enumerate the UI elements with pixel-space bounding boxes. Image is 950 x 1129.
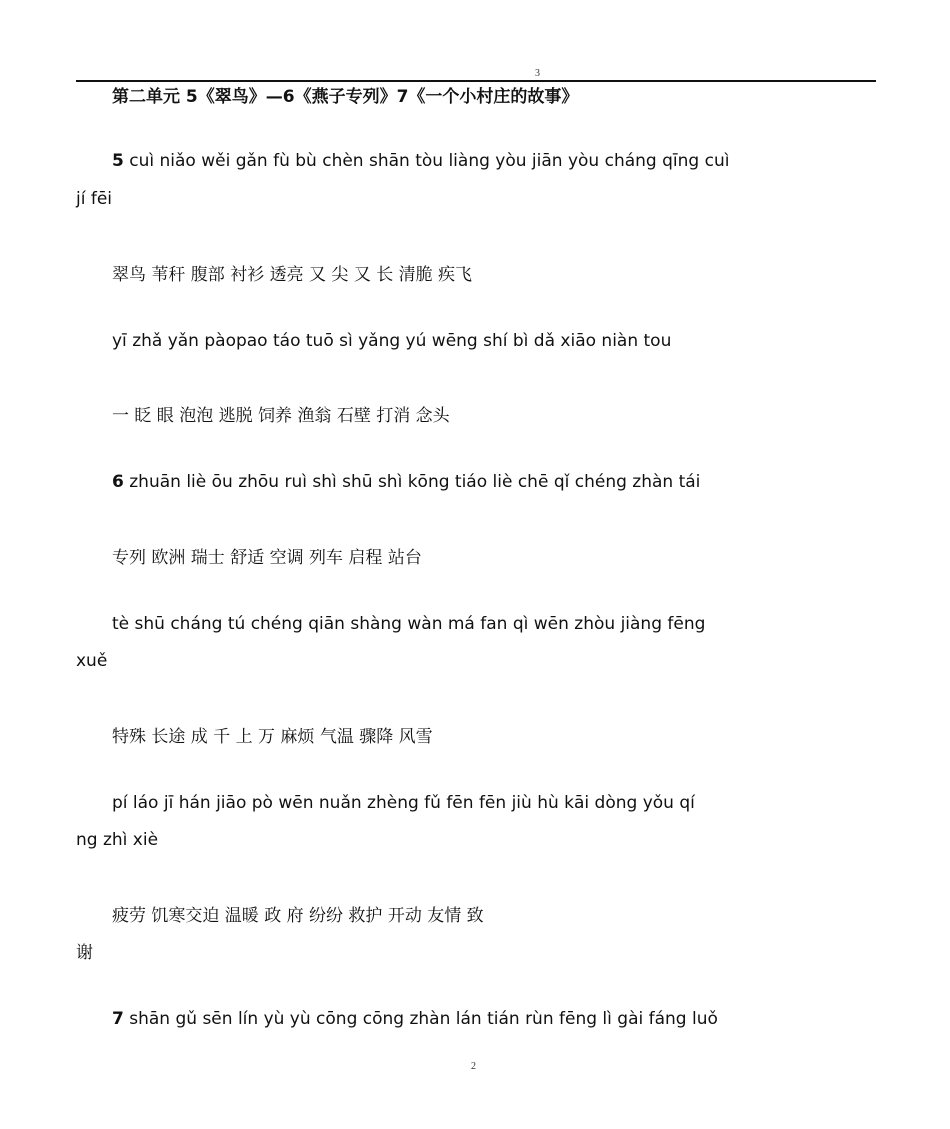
lesson6-pinyin-line-3: pí láo jī hán jiāo pò wēn nuǎn zhèng fǔ fēn fēn jiù hù kāi dòng yǒu qí <box>112 793 695 813</box>
page-number-top: 3 <box>535 68 540 79</box>
lesson5-pinyin-line-1-wrap: jí fēi <box>76 189 113 209</box>
lesson6-pinyin-line-2-wrap: xuě <box>76 651 108 671</box>
pinyin-text: zhuān liè ōu zhōu ruì shì shū shì kōng tiáo liè chē qǐ chéng zhàn tái <box>129 472 701 492</box>
lesson6-hanzi-line-1: 专列 欧洲 瑞士 舒适 空调 列车 启程 站台 <box>112 548 422 568</box>
unit-title: 第二单元 5《翠鸟》—6《燕子专列》7《一个小村庄的故事》 <box>112 87 579 107</box>
lesson6-hanzi-line-3-wrap: 谢 <box>76 943 93 963</box>
lesson5-pinyin-line-2: yī zhǎ yǎn pàopao táo tuō sì yǎng yú wēng shí bì dǎ xiāo niàn tou <box>112 331 672 351</box>
lesson6-pinyin-line-1 <box>112 472 700 492</box>
lesson-number: 5 <box>112 151 124 171</box>
pinyin-text: cuì niǎo wěi gǎn fù bù chèn shān tòu liàng yòu jiān yòu cháng qīng cuì <box>129 151 730 171</box>
lesson6-pinyin-line-3-wrap: ng zhì xiè <box>76 830 159 850</box>
lesson6-hanzi-line-2: 特殊 长途 成 千 上 万 麻烦 气温 骤降 风雪 <box>112 727 433 747</box>
lesson5-hanzi-line-1: 翠鸟 苇秆 腹部 衬衫 透亮 又 尖 又 长 清脆 疾飞 <box>112 265 473 285</box>
pinyin-text: shān gǔ sēn lín yù yù cōng cōng zhàn lán tián rùn fēng lì gài fáng luǒ <box>129 1009 718 1029</box>
lesson-number: 6 <box>112 472 124 492</box>
lesson6-pinyin-line-2: tè shū cháng tú chéng qiān shàng wàn má fan qì wēn zhòu jiàng fēng <box>112 614 706 634</box>
lesson5-hanzi-line-2: 一 眨 眼 泡泡 逃脱 饲养 渔翁 石壁 打消 念头 <box>112 406 450 426</box>
lesson5-pinyin-line-1 <box>112 151 729 171</box>
lesson6-hanzi-line-3: 疲劳 饥寒交迫 温暖 政 府 纷纷 救护 开动 友情 致 <box>112 906 484 926</box>
lesson7-pinyin-line-1 <box>112 1009 718 1029</box>
page-number-bottom: 2 <box>471 1061 476 1072</box>
lesson-number: 7 <box>112 1009 124 1029</box>
